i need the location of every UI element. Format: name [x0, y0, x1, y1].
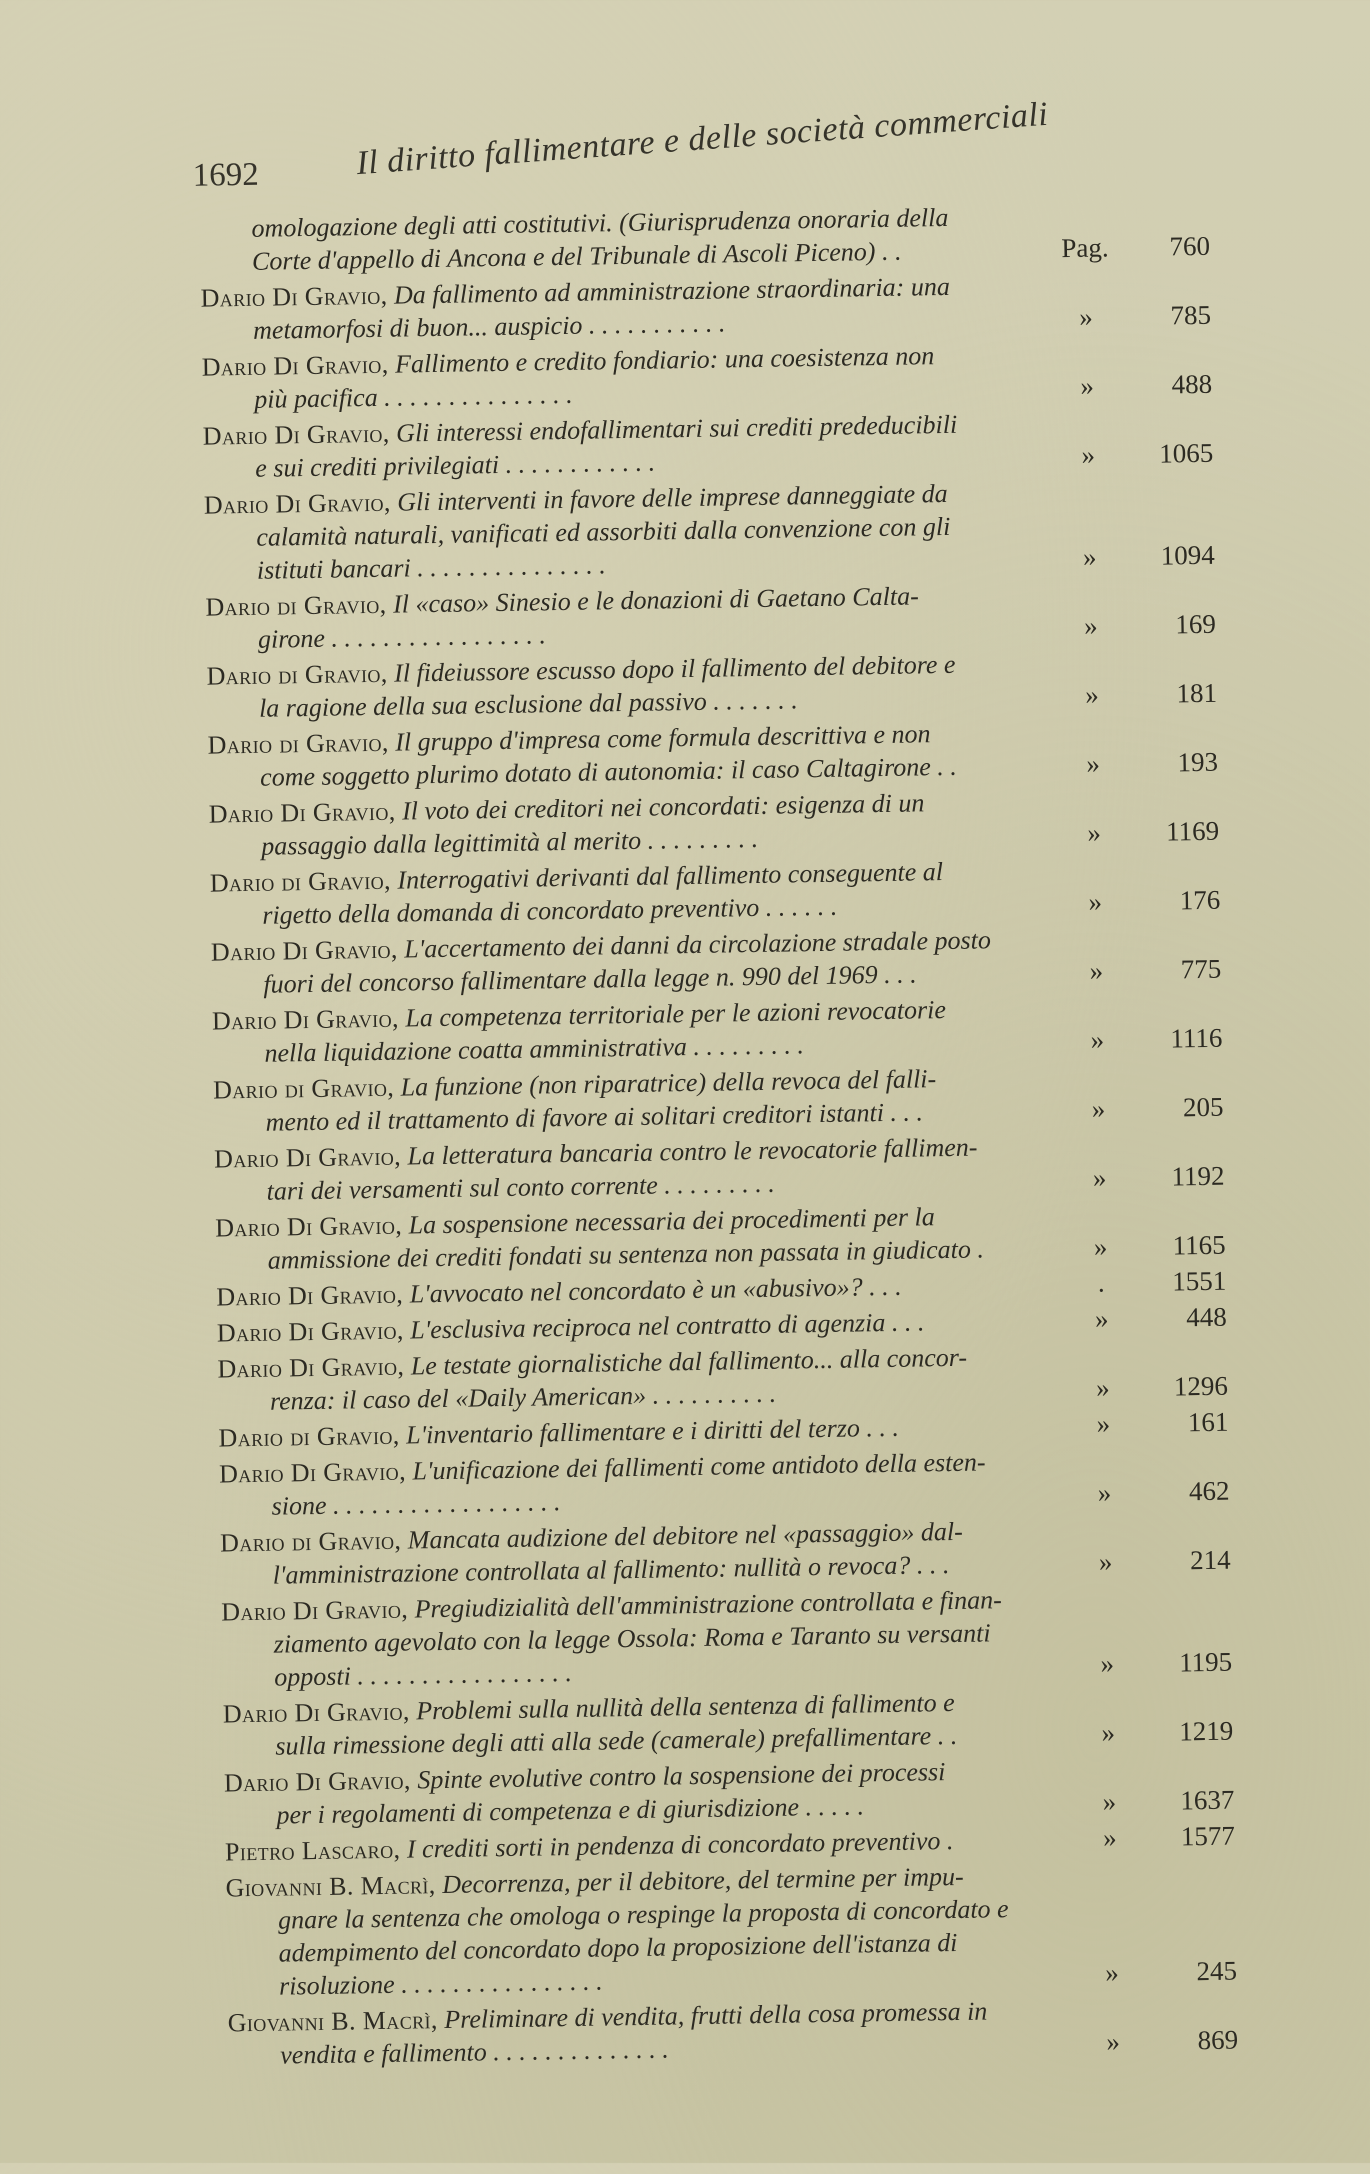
entry-title-text: La sospensione necessaria dei procedimenti per la [408, 1202, 935, 1240]
page-reference-number: 448 [1186, 1301, 1227, 1333]
entry-author: Dario Di Gravio, [221, 1594, 409, 1627]
entry-title-text: sulla rimessione degli atti alla sede (camerale) prefallimentare . . [275, 1720, 958, 1761]
entry-title-text: Il voto dei creditori nei concordati: esigenza di un [401, 788, 925, 826]
page-reference [1072, 1646, 1232, 1682]
ditto-mark: » [1080, 370, 1095, 401]
index-entry [203, 404, 1214, 486]
page-reference-number: 193 [1177, 746, 1219, 778]
page-reference [1064, 1160, 1224, 1196]
page-reference-number: 161 [1187, 1406, 1229, 1438]
page-reference-number: 869 [1197, 2024, 1239, 2056]
entry-title-text: L'esclusiva reciproca nel contratto di agenzia . . . [410, 1307, 925, 1345]
entry-title-text: più pacifica . . . . . . . . . . . . . . . [253, 379, 573, 414]
ditto-mark: » [1106, 2026, 1121, 2057]
page-reference [1067, 1301, 1227, 1337]
entry-author: Dario Di Gravio, [223, 1765, 412, 1798]
index-entry [213, 1058, 1224, 1140]
index-entry [199, 197, 1210, 279]
page-reference [1058, 746, 1218, 782]
page-reference [1077, 1955, 1237, 1991]
index-entry [212, 989, 1223, 1071]
entry-title-text: L'unificazione dei fallimenti come antidoto della esten- [412, 1447, 986, 1486]
entry-author: Dario di Gravio, [219, 1525, 402, 1558]
entry-author: Dario Di Gravio, [200, 280, 388, 313]
ditto-mark: » [1097, 1477, 1112, 1508]
index-entries-list [199, 197, 1238, 2076]
entry-author: Dario Di Gravio, [211, 1003, 400, 1036]
entry-title-text: Il fideiussore escusso dopo il fallimento del debitore e [393, 649, 956, 688]
entry-author: Dario di Gravio, [207, 727, 389, 760]
index-entry [205, 575, 1216, 657]
ditto-mark: » [1095, 1372, 1110, 1403]
page-reference-number: 169 [1175, 608, 1217, 640]
entry-title-text: renza: il caso del «Daily American» . . . . . . . . . . [269, 1378, 777, 1416]
entry-author: Dario Di Gravio, [215, 1210, 403, 1243]
entry-title-text: gnare la sentenza che omologa o respinge la proposta di concordato e [277, 1894, 1009, 1935]
entry-title-text: girone . . . . . . . . . . . . . . . . . [257, 620, 547, 654]
page-reference-number: 462 [1188, 1475, 1230, 1507]
entry-title-text: Decorrenza, per il debitore, del termine per impu- [441, 1861, 964, 1900]
index-entry [204, 473, 1215, 588]
entry-title-text: I crediti sorti in pendenza di concordato preventivo . [406, 1826, 954, 1864]
entry-title-text: Mancata audizione del debitore nel «passaggio» dal- [407, 1516, 964, 1555]
index-entry [210, 851, 1221, 933]
page-reference-number: 1116 [1170, 1022, 1223, 1054]
page-reference-number: 1065 [1158, 437, 1214, 469]
entry-title-text: omologazione degli atti costitutivi. (Giurisprudenza onoraria della [251, 202, 949, 243]
page-reference-number: 775 [1180, 953, 1222, 985]
entry-title-text: come soggetto plurimo dotato di autonomia: il caso Caltagirone . . [259, 751, 957, 792]
entry-title-text: vendita e fallimento . . . . . . . . . . . . . . [280, 2034, 669, 2070]
entry-title-text: la ragione della sua esclusione dal passivo . . . . . . . [258, 685, 798, 723]
index-entry [208, 782, 1219, 864]
page-reference-number: 214 [1189, 1544, 1231, 1576]
entry-author: Dario di Gravio, [206, 658, 388, 691]
page-reference [1075, 1820, 1235, 1856]
entry-author: Dario Di Gravio, [222, 1696, 410, 1729]
ditto-mark: » [1087, 817, 1102, 848]
page-reference-number: 760 [1169, 230, 1211, 262]
page-reference [1059, 815, 1219, 851]
page-reference-number: 1637 [1180, 1784, 1235, 1816]
page-reference [1068, 1370, 1228, 1406]
ditto-mark: » [1089, 955, 1104, 986]
entry-author: Dario Di Gravio, [217, 1351, 405, 1384]
ditto-mark: » [1084, 679, 1099, 710]
page-reference [1073, 1715, 1233, 1751]
entry-author: Dario Di Gravio, [201, 349, 389, 382]
page-reference-number: 488 [1171, 368, 1213, 400]
entry-title-text: Corte d'appello di Ancona e del Tribunale di Ascoli Piceno) . . [251, 236, 902, 276]
entry-title-text: nella liquidazione coatta amministrativa . . . . . . . . . [264, 1030, 805, 1068]
index-entry [215, 1196, 1226, 1278]
entry-title-text: Gli interessi endofallimentari sui crediti prededucibili [395, 409, 958, 448]
ditto-mark: » [1102, 1822, 1117, 1853]
ditto-mark: » [1090, 1024, 1105, 1055]
page-reference-number: 1219 [1179, 1715, 1234, 1747]
page-reference [1069, 1475, 1229, 1511]
index-entry [214, 1127, 1225, 1209]
entry-author: Dario Di Gravio, [216, 1315, 404, 1348]
entry-title-text: Pregiudizialità dell'amministrazione controllata e finan- [414, 1585, 1002, 1624]
entry-title-text: l'amministrazione controllata al fallimento: nullità o revoca? . . . [272, 1550, 950, 1590]
index-entry [207, 713, 1218, 795]
entry-title-text: tari dei versamenti sul conto corrente . . . . . . . . . [266, 1168, 775, 1206]
ditto-mark: Pag. [1061, 232, 1109, 264]
ditto-mark: » [1083, 610, 1098, 641]
entry-author: Pietro Lascaro, [224, 1834, 401, 1867]
index-entry [225, 1856, 1237, 2004]
page-reference-number: 205 [1182, 1091, 1224, 1123]
page-reference [1056, 608, 1216, 644]
entry-title-text: Il «caso» Sinesio e le donazioni di Gaetano Calta- [392, 581, 919, 619]
index-entry [206, 644, 1217, 726]
entry-title-text: Gli interventi in favore delle imprese danneggiate da [397, 478, 948, 517]
page-reference-number: 1192 [1171, 1160, 1225, 1192]
entry-author: Dario Di Gravio, [203, 487, 391, 520]
entry-title-text: adempimento del concordato dopo la proposizione dell'istanza di [278, 1927, 958, 1968]
ditto-mark: » [1098, 1546, 1113, 1577]
index-entry [227, 1991, 1238, 2073]
index-entry [224, 1751, 1235, 1833]
page-reference [1057, 677, 1217, 713]
running-title: Il diritto fallimentare e delle società commerciali [355, 95, 1050, 183]
index-entry [217, 1337, 1228, 1419]
page-reference [1053, 437, 1213, 473]
entry-title-text: Preliminare di vendita, frutti della cosa promessa in [444, 1996, 988, 2035]
entry-author: Dario di Gravio, [205, 589, 387, 622]
page-reference-number: 1296 [1173, 1370, 1229, 1402]
entry-author: Dario Di Gravio, [213, 1141, 402, 1174]
entry-author: Giovanni B. Macrì, [225, 1870, 436, 1903]
index-entry [223, 1682, 1234, 1764]
ditto-mark: » [1088, 886, 1103, 917]
page-reference [1063, 1091, 1223, 1127]
ditto-mark: » [1105, 1957, 1120, 1988]
entry-author: Dario Di Gravio, [208, 796, 396, 829]
page-reference [1051, 299, 1211, 335]
index-entry [219, 1442, 1230, 1524]
page-reference-number: 1577 [1180, 1820, 1236, 1852]
page-reference [1052, 368, 1212, 404]
index-entry [200, 266, 1211, 348]
entry-title-text: Le testate giornalistiche dal fallimento... alla concor- [410, 1342, 968, 1381]
page-reference-number: 1165 [1172, 1229, 1226, 1261]
page-reference [1078, 2024, 1238, 2060]
entry-author: Dario Di Gravio, [202, 418, 390, 451]
index-entry [220, 1511, 1231, 1593]
page-reference [1065, 1229, 1225, 1265]
ditto-mark: » [1082, 541, 1097, 572]
entry-title-text: istituti bancari . . . . . . . . . . . . . . . [256, 550, 606, 585]
entry-title-text: mento ed il trattamento di favore ai solitari creditori istanti . . . [265, 1097, 924, 1137]
entry-author: Dario Di Gravio, [218, 1456, 407, 1489]
index-entry [221, 1580, 1232, 1695]
entry-title-text: Problemi sulla nullità della sentenza di fallimento e [416, 1687, 955, 1726]
page-reference [1060, 884, 1220, 920]
entry-title-text: fuori del concorso fallimentare dalla legge n. 990 del 1969 . . . [263, 959, 917, 999]
entry-title-text: L'accertamento dei danni da circolazione stradale posto [404, 925, 992, 964]
ditto-mark: » [1093, 1231, 1108, 1262]
page-number: 1692 [192, 156, 259, 194]
entry-title-text: risoluzione . . . . . . . . . . . . . . . . [278, 1966, 603, 2001]
entry-title-text: La letteratura bancaria contro le revocatorie fallimen- [407, 1132, 978, 1171]
index-entry [211, 920, 1222, 1002]
ditto-mark: » [1092, 1162, 1107, 1193]
entry-title-text: La competenza territoriale per le azioni revocatorie [405, 995, 947, 1033]
page-reference-number: 181 [1176, 677, 1218, 709]
page-reference [1070, 1544, 1230, 1580]
ditto-mark: » [1091, 1093, 1106, 1124]
index-entry [201, 335, 1212, 417]
entry-title-text: e sui crediti privilegiati . . . . . . . . . . . . [255, 447, 656, 483]
ditto-mark: » [1086, 748, 1101, 779]
entry-title-text: Fallimento e credito fondiario: una coesistenza non [394, 341, 935, 379]
entry-title-text: ziamento agevolato con la legge Ossola: Roma e Taranto su versanti [273, 1618, 991, 1659]
ditto-mark: » [1094, 1303, 1109, 1334]
ditto-mark: . [1097, 1267, 1105, 1298]
entry-title-text: opposti . . . . . . . . . . . . . . . . . [274, 1657, 573, 1692]
ditto-mark: » [1096, 1408, 1111, 1439]
entry-title-text: Spinte evolutive contro la sospensione dei processi [417, 1757, 946, 1795]
entry-title-text: La funzione (non riparatrice) della revoca del falli- [400, 1064, 937, 1102]
page-reference [1061, 953, 1221, 989]
entry-author: Dario di Gravio, [218, 1420, 400, 1453]
page-reference [1055, 539, 1215, 575]
page-reference [1066, 1265, 1226, 1301]
page-reference [1074, 1784, 1234, 1820]
page-reference-number: 1169 [1165, 815, 1220, 847]
entry-title-text: Interrogativi derivanti dal fallimento conseguente al [397, 857, 944, 895]
page-reference [1068, 1406, 1228, 1442]
entry-title-text: rigetto della domanda di concordato preventivo . . . . . . [262, 891, 838, 930]
entry-title-text: Da fallimento ad amministrazione straordinaria: una [393, 271, 951, 310]
page-header [192, 95, 1093, 208]
entry-title-text: L'inventario fallimentare e i diritti del terzo . . . [405, 1412, 900, 1450]
entry-author: Dario di Gravio, [212, 1072, 395, 1105]
entry-title-text: per i regolamenti di competenza e di giurisdizione . . . . . [276, 1791, 865, 1830]
ditto-mark: » [1101, 1717, 1116, 1748]
page-reference-number: 1195 [1178, 1646, 1233, 1678]
entry-title-text: metamorfosi di buon... auspicio . . . . . . . . . . . [252, 308, 726, 345]
entry-author: Dario Di Gravio, [210, 934, 399, 967]
page-reference-number: 245 [1196, 1955, 1238, 1987]
page-reference-number: 1094 [1160, 539, 1216, 571]
entry-title-text: Il gruppo d'impresa come formula descrittiva e non [395, 719, 931, 757]
page-reference-number: 1551 [1171, 1265, 1227, 1297]
page-reference [1062, 1022, 1222, 1058]
ditto-mark: » [1102, 1786, 1117, 1817]
entry-title-text: sione . . . . . . . . . . . . . . . . . . [271, 1487, 561, 1521]
entry-title-text: passaggio dalla legittimità al merito . . . . . . . . . [261, 823, 759, 861]
page-reference-number: 785 [1170, 299, 1212, 331]
page-reference-number: 176 [1179, 884, 1221, 916]
entry-author: Dario Di Gravio, [216, 1279, 404, 1312]
ditto-mark: » [1081, 439, 1096, 470]
entry-author: Dario di Gravio, [209, 865, 392, 898]
entry-title-text: ammissione dei crediti fondati su sentenza non passata in giudicato . [267, 1234, 985, 1275]
entry-title-text: calamità naturali, vanificati ed assorbiti dalla convenzione con gli [256, 511, 951, 552]
ditto-mark: » [1100, 1648, 1115, 1679]
entry-author: Giovanni B. Macrì, [227, 2005, 439, 2038]
ditto-mark: » [1079, 301, 1094, 332]
entry-title-text: L'avvocato nel concordato è un «abusivo»? . . . [409, 1271, 902, 1309]
page-reference [1050, 230, 1210, 266]
